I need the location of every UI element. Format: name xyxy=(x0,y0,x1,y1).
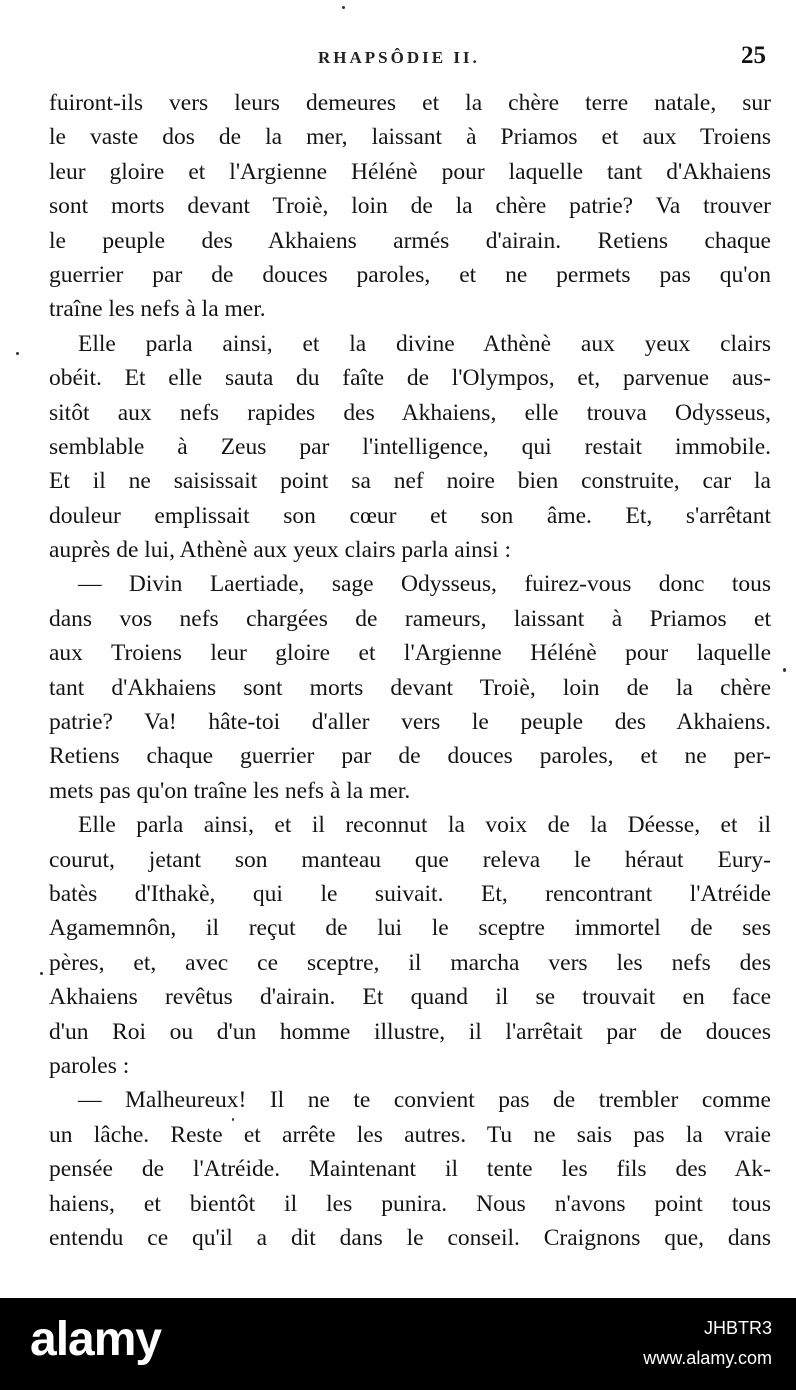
text-line: — Divin Laertiade, sage Odysseus, fuirez-vous donc tous xyxy=(78,571,771,598)
text-line: Et il ne saisissait point sa nef noire bien construite, car la xyxy=(49,468,771,495)
text-line: fuiront-ils vers leurs demeures et la chère terre natale, sur xyxy=(49,90,771,116)
body-text xyxy=(49,86,771,1255)
text-line: aux Troiens leur gloire et l'Argienne Hélénè pour laquelle xyxy=(49,640,771,667)
text-line: d'un Roi ou d'un homme illustre, il l'arrêtait par de douces xyxy=(49,1018,771,1045)
text-line: un lâche. Reste et arrête les autres. Tu ne sais pas la vraie xyxy=(49,1121,771,1148)
ink-speck xyxy=(783,668,786,672)
text-line: Akhaiens revêtus d'airain. Et quand il se trouvait en face xyxy=(49,984,771,1011)
text-line: paroles : xyxy=(49,1052,130,1079)
running-title: RHAPSÔDIE II. xyxy=(318,48,480,67)
text-line: tant d'Akhaiens sont morts devant Troiè, loin de la chère xyxy=(49,674,771,701)
text-line: pensée de l'Atréide. Maintenant il tente les fils des Ak- xyxy=(49,1156,771,1183)
ink-speck xyxy=(232,1118,234,1121)
text-line: guerrier par de douces paroles, et ne permets pas qu'on xyxy=(49,261,771,288)
ink-speck xyxy=(16,352,19,355)
ink-speck xyxy=(342,6,345,9)
text-line: patrie? Va! hâte-toi d'aller vers le peuple des Akhaiens. xyxy=(49,709,771,736)
text-line: traîne les nefs à la mer. xyxy=(49,296,266,323)
image-id: JHBTR3 xyxy=(703,1318,772,1338)
text-line: pères, et, avec ce sceptre, il marcha vers les nefs des xyxy=(49,949,771,976)
text-line: Elle parla ainsi, et la divine Athènè aux yeux clairs xyxy=(78,330,771,357)
alamy-logo: alamy xyxy=(30,1313,162,1366)
text-line: sitôt aux nefs rapides des Akhaiens, elle trouva Odysseus, xyxy=(49,399,771,426)
text-line: semblable à Zeus par l'intelligence, qui restait immobile. xyxy=(49,433,771,460)
text-line: leur gloire et l'Argienne Hélénè pour laquelle tant d'Akhaiens xyxy=(49,158,771,185)
text-line: entendu ce qu'il a dit dans le conseil. Craignons que, dans xyxy=(49,1224,771,1251)
text-line: courut, jetant son manteau que releva le héraut Eury- xyxy=(49,846,771,873)
text-line: — Malheureux! Il ne te convient pas de trembler comme xyxy=(78,1087,771,1114)
text-line: haiens, et bientôt il les punira. Nous n'avons point tous xyxy=(49,1190,771,1217)
text-line: batès d'Ithakè, qui le suivait. Et, rencontrant l'Atréide xyxy=(49,880,771,907)
page-number: 25 xyxy=(741,42,766,69)
text-line: le vaste dos de la mer, laissant à Priamos et aux Troiens xyxy=(49,124,771,151)
text-line: Elle parla ainsi, et il reconnut la voix de la Déesse, et il xyxy=(78,812,771,839)
text-line: douleur emplissait son cœur et son âme. Et, s'arrêtant xyxy=(49,502,771,529)
text-line: obéit. Et elle sauta du faîte de l'Olympos, et, parvenue aus- xyxy=(49,365,771,392)
text-line: Agamemnôn, il reçut de lui le sceptre immortel de ses xyxy=(49,915,771,942)
site-url: www.alamy.com xyxy=(643,1348,772,1368)
text-line: auprès de lui, Athènè aux yeux clairs parla ainsi : xyxy=(49,537,512,564)
running-header xyxy=(0,44,796,74)
watermark-bar xyxy=(0,1298,796,1390)
text-line: dans vos nefs chargées de rameurs, laissant à Priamos et xyxy=(49,605,771,632)
text-line: Retiens chaque guerrier par de douces paroles, et ne per- xyxy=(49,743,771,770)
text-line: mets pas qu'on traîne les nefs à la mer. xyxy=(49,777,411,804)
text-line: sont morts devant Troiè, loin de la chère patrie? Va trouver xyxy=(49,193,771,220)
text-line: le peuple des Akhaiens armés d'airain. Retiens chaque xyxy=(49,227,771,254)
ink-speck xyxy=(40,972,43,975)
